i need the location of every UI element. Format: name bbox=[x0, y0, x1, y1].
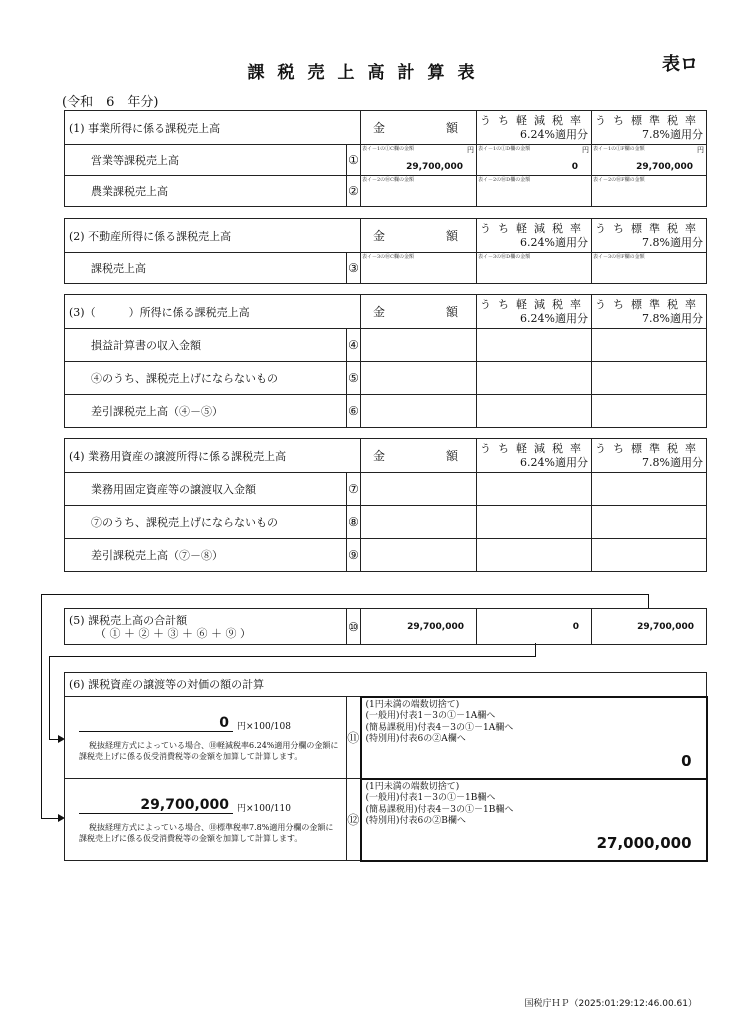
row-8-reduced[interactable] bbox=[477, 506, 592, 539]
row-11-result: 0 bbox=[681, 752, 692, 770]
row-5-standard[interactable] bbox=[592, 362, 707, 395]
row-1-standard[interactable]: 表イ－1の①F欄の金額 円 29,700,000 bbox=[592, 145, 707, 176]
connector-line-12 bbox=[41, 818, 59, 819]
connector-line-mid bbox=[49, 656, 536, 657]
row-4-label: 損益計算書の収入金額 bbox=[65, 329, 347, 362]
row-1-reduced[interactable]: 表イ－1の①D欄の金額 円 0 bbox=[477, 145, 592, 176]
row-8-standard[interactable] bbox=[592, 506, 707, 539]
section-6-title: (6) 課税資産の譲渡等の対価の額の計算 bbox=[65, 673, 707, 697]
section-1-table bbox=[64, 110, 707, 207]
row-5-label: ④のうち、課税売上げにならないもの bbox=[65, 362, 347, 395]
row-1-label: 営業等課税売上高 bbox=[65, 145, 347, 176]
row-4-amount[interactable] bbox=[361, 329, 477, 362]
row-11-factor: 円×100/108 bbox=[237, 722, 291, 732]
row-2-number: ② bbox=[347, 176, 361, 207]
row-5-reduced[interactable] bbox=[477, 362, 592, 395]
row-6-label: 差引課税売上高（④－⑤） bbox=[65, 395, 347, 428]
row-4-reduced[interactable] bbox=[477, 329, 592, 362]
row-12-calc bbox=[65, 779, 347, 861]
row-8-label: ⑦のうち、課税売上げにならないもの bbox=[65, 506, 347, 539]
row-7-label: 業務用固定資産等の譲渡収入金額 bbox=[65, 473, 347, 506]
connector-line-outer bbox=[41, 594, 42, 819]
section-6-table bbox=[64, 672, 708, 862]
section-5-table bbox=[64, 608, 707, 645]
row-7-standard[interactable] bbox=[592, 473, 707, 506]
row-5-number: ⑤ bbox=[347, 362, 361, 395]
row-9-standard[interactable] bbox=[592, 539, 707, 572]
row-2-reduced[interactable]: 表イ－2の⑩D欄の金額 bbox=[477, 176, 592, 207]
row-1-amount[interactable]: 表イ－1の①C欄の金額 円 29,700,000 bbox=[361, 145, 477, 176]
row-11-base-amount[interactable]: 0 bbox=[219, 715, 229, 731]
section-4-title: (4) 業務用資産の譲渡所得に係る課税売上高 bbox=[65, 439, 347, 473]
row-10-standard[interactable]: 29,700,000 bbox=[592, 609, 707, 645]
row-7-amount[interactable] bbox=[361, 473, 477, 506]
row-7-number: ⑦ bbox=[347, 473, 361, 506]
row-10-number: ⑩ bbox=[347, 609, 361, 645]
section-3-title: (3)（ ）所得に係る課税売上高 bbox=[65, 295, 347, 329]
section-2-title: (2) 不動産所得に係る課税売上高 bbox=[65, 219, 347, 253]
row-12-note: 税抜経理方式によっている場合、⑩標準税率7.8%適用分欄の金額に課税売上げに係る仮受消費税等の金額を加算して計算します。 bbox=[79, 823, 334, 843]
reduced-rate-header: うち軽減税率 6.24%適用分 bbox=[477, 111, 592, 145]
row-6-amount[interactable] bbox=[361, 395, 477, 428]
section-2-table: (2) 不動産所得に係る課税売上高 金 額 うち軽減税率 6.24%適用分 うち標準税率 7.8%適用分 課税売上高 ③ 表イ－3の⑩C欄の金額 表イ－3の⑩D欄の金額 表イ－3の⑩F欄の金額 bbox=[64, 218, 707, 284]
page-title: 課税売上高計算表 bbox=[247, 63, 488, 83]
row-3-number: ③ bbox=[347, 253, 361, 284]
row-4-standard[interactable] bbox=[592, 329, 707, 362]
row-5-amount[interactable] bbox=[361, 362, 477, 395]
row-6-reduced[interactable] bbox=[477, 395, 592, 428]
row-2-label: 農業課税売上高 bbox=[65, 176, 347, 207]
row-12-result: 27,000,000 bbox=[596, 834, 692, 852]
section-5-formula: （ ① ＋ ② ＋ ③ ＋ ⑥ ＋ ⑨ ） bbox=[95, 626, 251, 640]
row-6-standard[interactable] bbox=[592, 395, 707, 428]
amount-header: 金 額 bbox=[361, 111, 477, 145]
section-1-title: (1) 事業所得に係る課税売上高 bbox=[65, 111, 347, 145]
era-year: (令和 6 年分) bbox=[62, 95, 159, 110]
row-1-number: ① bbox=[347, 145, 361, 176]
row-2-standard[interactable]: 表イ－2の⑩F欄の金額 bbox=[592, 176, 707, 207]
row-11-number: ⑪ bbox=[347, 697, 361, 779]
row-9-amount[interactable] bbox=[361, 539, 477, 572]
connector-line-top-drop bbox=[648, 594, 649, 608]
section-3-table: (3)（ ）所得に係る課税売上高 金 額 うち軽減税率 6.24%適用分 うち標準税率 7.8%適用分 損益計算書の収入金額 ④ ④のうち、課税売上げにならないもの ⑤ 差引課税売上高（④－⑤） ⑥ bbox=[64, 294, 707, 428]
row-12-factor: 円×100/110 bbox=[237, 804, 291, 814]
row-3-amount[interactable]: 表イ－3の⑩C欄の金額 bbox=[361, 253, 477, 284]
row-3-label: 課税売上高 bbox=[65, 253, 347, 284]
row-12-result-box[interactable]: (1円未満の端数切捨て) (一般用)付表1－3の①－1B欄へ (簡易課税用)付表4－3の①－1B欄へ (特別用)付表6の②B欄へ 27,000,000 bbox=[361, 779, 707, 861]
row-9-number: ⑨ bbox=[347, 539, 361, 572]
row-10-amount[interactable]: 29,700,000 bbox=[361, 609, 477, 645]
row-3-reduced[interactable]: 表イ－3の⑩D欄の金額 bbox=[477, 253, 592, 284]
row-3-standard[interactable]: 表イ－3の⑩F欄の金額 bbox=[592, 253, 707, 284]
row-10-reduced[interactable]: 0 bbox=[477, 609, 592, 645]
row-8-number: ⑧ bbox=[347, 506, 361, 539]
row-6-number: ⑥ bbox=[347, 395, 361, 428]
row-4-number: ④ bbox=[347, 329, 361, 362]
connector-line-inner bbox=[49, 656, 50, 740]
row-9-reduced[interactable] bbox=[477, 539, 592, 572]
standard-rate-header: うち標準税率 7.8%適用分 bbox=[592, 111, 707, 145]
row-8-amount[interactable] bbox=[361, 506, 477, 539]
connector-line-mid-drop bbox=[535, 643, 536, 657]
row-2-amount[interactable]: 表イ－2の⑩C欄の金額 bbox=[361, 176, 477, 207]
row-11-result-box[interactable]: (1円未満の端数切捨て) (一般用)付表1－3の①－1A欄へ (簡易課税用)付表4－3の①－1A欄へ (特別用)付表6の②A欄へ 0 bbox=[361, 697, 707, 779]
row-11-calc bbox=[65, 697, 347, 779]
row-11-note: 税抜経理方式によっている場合、⑩軽減税率6.24%適用分欄の金額に課税売上げに係る仮受消費税等の金額を加算して計算します。 bbox=[79, 741, 339, 761]
row-12-base-amount[interactable]: 29,700,000 bbox=[140, 797, 229, 813]
row-12-number: ⑫ bbox=[347, 779, 361, 861]
row-7-reduced[interactable] bbox=[477, 473, 592, 506]
connector-line-top bbox=[41, 594, 649, 595]
footer-source: 国税庁ＨＰ（2025:01:29:12:46.00.61） bbox=[524, 999, 697, 1009]
section-5-title: (5) 課税売上高の合計額 （ ① ＋ ② ＋ ③ ＋ ⑥ ＋ ⑨ ） bbox=[65, 609, 347, 645]
section-4-table: (4) 業務用資産の譲渡所得に係る課税売上高 金 額 うち軽減税率 6.24%適用分 うち標準税率 7.8%適用分 業務用固定資産等の譲渡収入金額 ⑦ ⑦のうち、課税売上げにならないもの ⑧ 差引課税売上高（⑦－⑧） ⑨ bbox=[64, 438, 707, 572]
row-9-label: 差引課税売上高（⑦－⑧） bbox=[65, 539, 347, 572]
form-label: 表ロ bbox=[662, 54, 698, 75]
